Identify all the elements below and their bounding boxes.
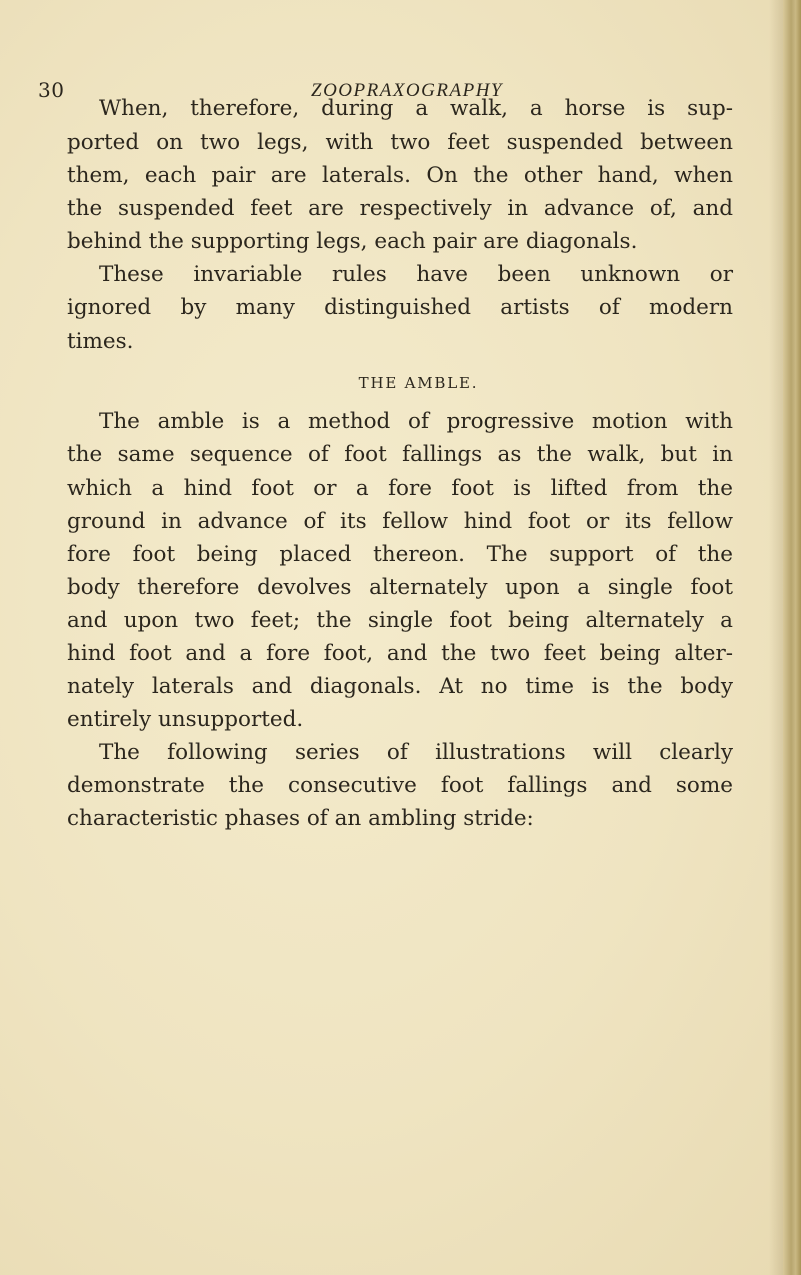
paragraph1-line: When, therefore, during a walk, a horse is sup- <box>99 96 733 121</box>
paragraph3-line: ground in advance of its fellow hind foot or its fellow <box>67 509 733 534</box>
paragraph1-line: them, each pair are laterals. On the other hand, when <box>67 163 733 188</box>
paragraph2-line: times. <box>67 329 134 354</box>
paragraph3-line: and upon two feet; the single foot being alternately a <box>67 608 733 633</box>
page-edge <box>783 0 801 1275</box>
paragraph3-line: fore foot being placed thereon. The support of the <box>67 542 733 567</box>
paragraph4-line: demonstrate the consecutive foot fallings and some <box>67 773 733 798</box>
section-heading: THE AMBLE. <box>358 374 479 392</box>
paragraph4-line: The following series of illustrations will clearly <box>99 740 733 765</box>
paragraph4-line: characteristic phases of an ambling stride: <box>67 806 534 831</box>
paragraph1-line: the suspended feet are respectively in advance of, and <box>67 196 733 221</box>
paragraph1-line: ported on two legs, with two feet suspended between <box>67 130 733 155</box>
paragraph3-line: entirely unsupported. <box>67 707 304 732</box>
page-gutter-shadow <box>769 0 783 1275</box>
running-head: ZOOPRAXOGRAPHY <box>311 80 503 101</box>
paragraph3-line: body therefore devolves alternately upon a single foot <box>67 575 733 600</box>
paragraph3-line: which a hind foot or a fore foot is lifted from the <box>67 476 733 501</box>
paragraph1-line: behind the supporting legs, each pair are diagonals. <box>67 229 638 254</box>
paragraph2-line: These invariable rules have been unknown or <box>99 262 733 287</box>
page-number: 30 <box>38 78 65 102</box>
paragraph3-line: hind foot and a fore foot, and the two feet being alter- <box>67 641 733 666</box>
paragraph2-line: ignored by many distinguished artists of modern <box>67 295 733 320</box>
paragraph3-line: The amble is a method of progressive motion with <box>99 409 733 434</box>
paragraph3-line: the same sequence of foot fallings as the walk, but in <box>67 442 733 467</box>
paragraph3-line: nately laterals and diagonals. At no time is the body <box>67 674 733 699</box>
